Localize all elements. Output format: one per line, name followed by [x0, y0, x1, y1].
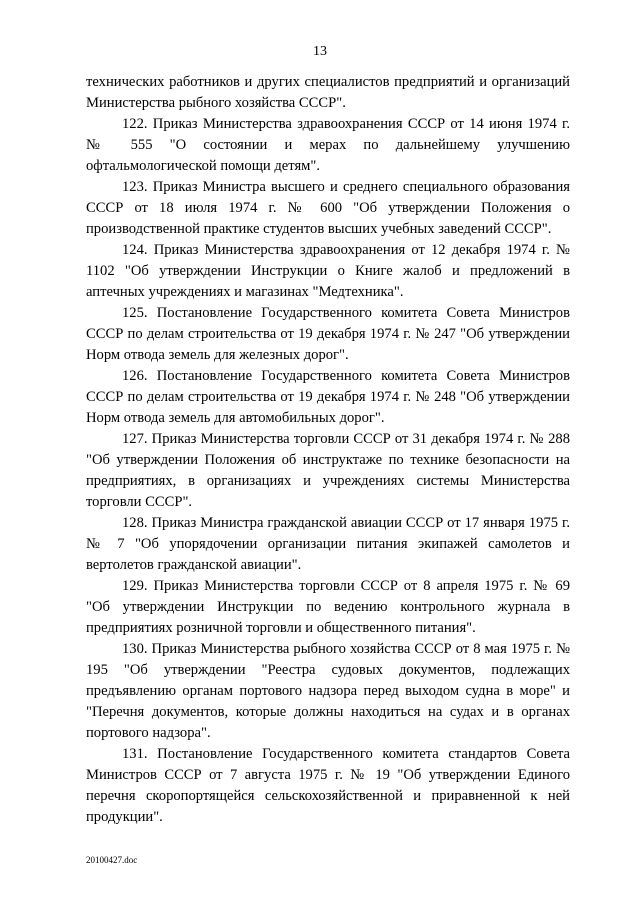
paragraph-item-130: 130. Приказ Министерства рыбного хозяйства СССР от 8 мая 1975 г. № 195 "Об утверждении "Реестра судовых документов, подлежащих предъявлению органам портового надзора перед выходом судна в море" и "Перечня документов, которые должны находиться на судах и в органах портового надзора". — [86, 641, 570, 741]
page-number: 13 — [313, 44, 327, 59]
footer-filename: 20100427.doc — [86, 855, 138, 865]
document-body — [86, 72, 570, 828]
paragraph-item-127: 127. Приказ Министерства торговли СССР от 31 декабря 1974 г. № 288 "Об утверждении Положения об инструктаже по технике безопасности на предприятиях, в организациях и учреждениях системы Министерства торговли СССР". — [86, 431, 570, 510]
paragraph-item-124: 124. Приказ Министерства здравоохранения от 12 декабря 1974 г. № 1102 "Об утверждении Инструкции о Книге жалоб и предложений в аптечных учреждениях и магазинах "Медтехника". — [86, 242, 570, 300]
paragraph-item-128: 128. Приказ Министра гражданской авиации СССР от 17 января 1975 г. № 7 "Об упорядочении организации питания экипажей самолетов и вертолетов гражданской авиации". — [86, 515, 570, 573]
paragraph-item-129: 129. Приказ Министерства торговли СССР от 8 апреля 1975 г. № 69 "Об утверждении Инструкции по ведению контрольного журнала в предприятиях розничной торговли и общественного питания". — [86, 578, 570, 636]
paragraph-continuation: технических работников и других специалистов предприятий и организаций Министерства рыбного хозяйства СССР". — [86, 74, 570, 111]
paragraph-item-126: 126. Постановление Государственного комитета Совета Министров СССР по делам строительства от 19 декабря 1974 г. № 248 "Об утверждении Норм отвода земель для автомобильных дорог". — [86, 368, 570, 426]
paragraph-item-131: 131. Постановление Государственного комитета стандартов Совета Министров СССР от 7 августа 1975 г. № 19 "Об утверждении Единого перечня скоропортящейся сельскохозяйственной и приравненной к ней продукции". — [86, 746, 570, 825]
paragraph-item-122: 122. Приказ Министерства здравоохранения СССР от 14 июня 1974 г. № 555 "О состоянии и мерах по дальнейшему улучшению офтальмологической помощи детям". — [86, 116, 570, 174]
paragraph-item-123: 123. Приказ Министра высшего и среднего специального образования СССР от 18 июля 1974 г. № 600 "Об утверждении Положения о производственной практике студентов высших учебных заведений СССР". — [86, 179, 570, 237]
paragraph-item-125: 125. Постановление Государственного комитета Совета Министров СССР по делам строительства от 19 декабря 1974 г. № 247 "Об утверждении Норм отвода земель для железных дорог". — [86, 305, 570, 363]
